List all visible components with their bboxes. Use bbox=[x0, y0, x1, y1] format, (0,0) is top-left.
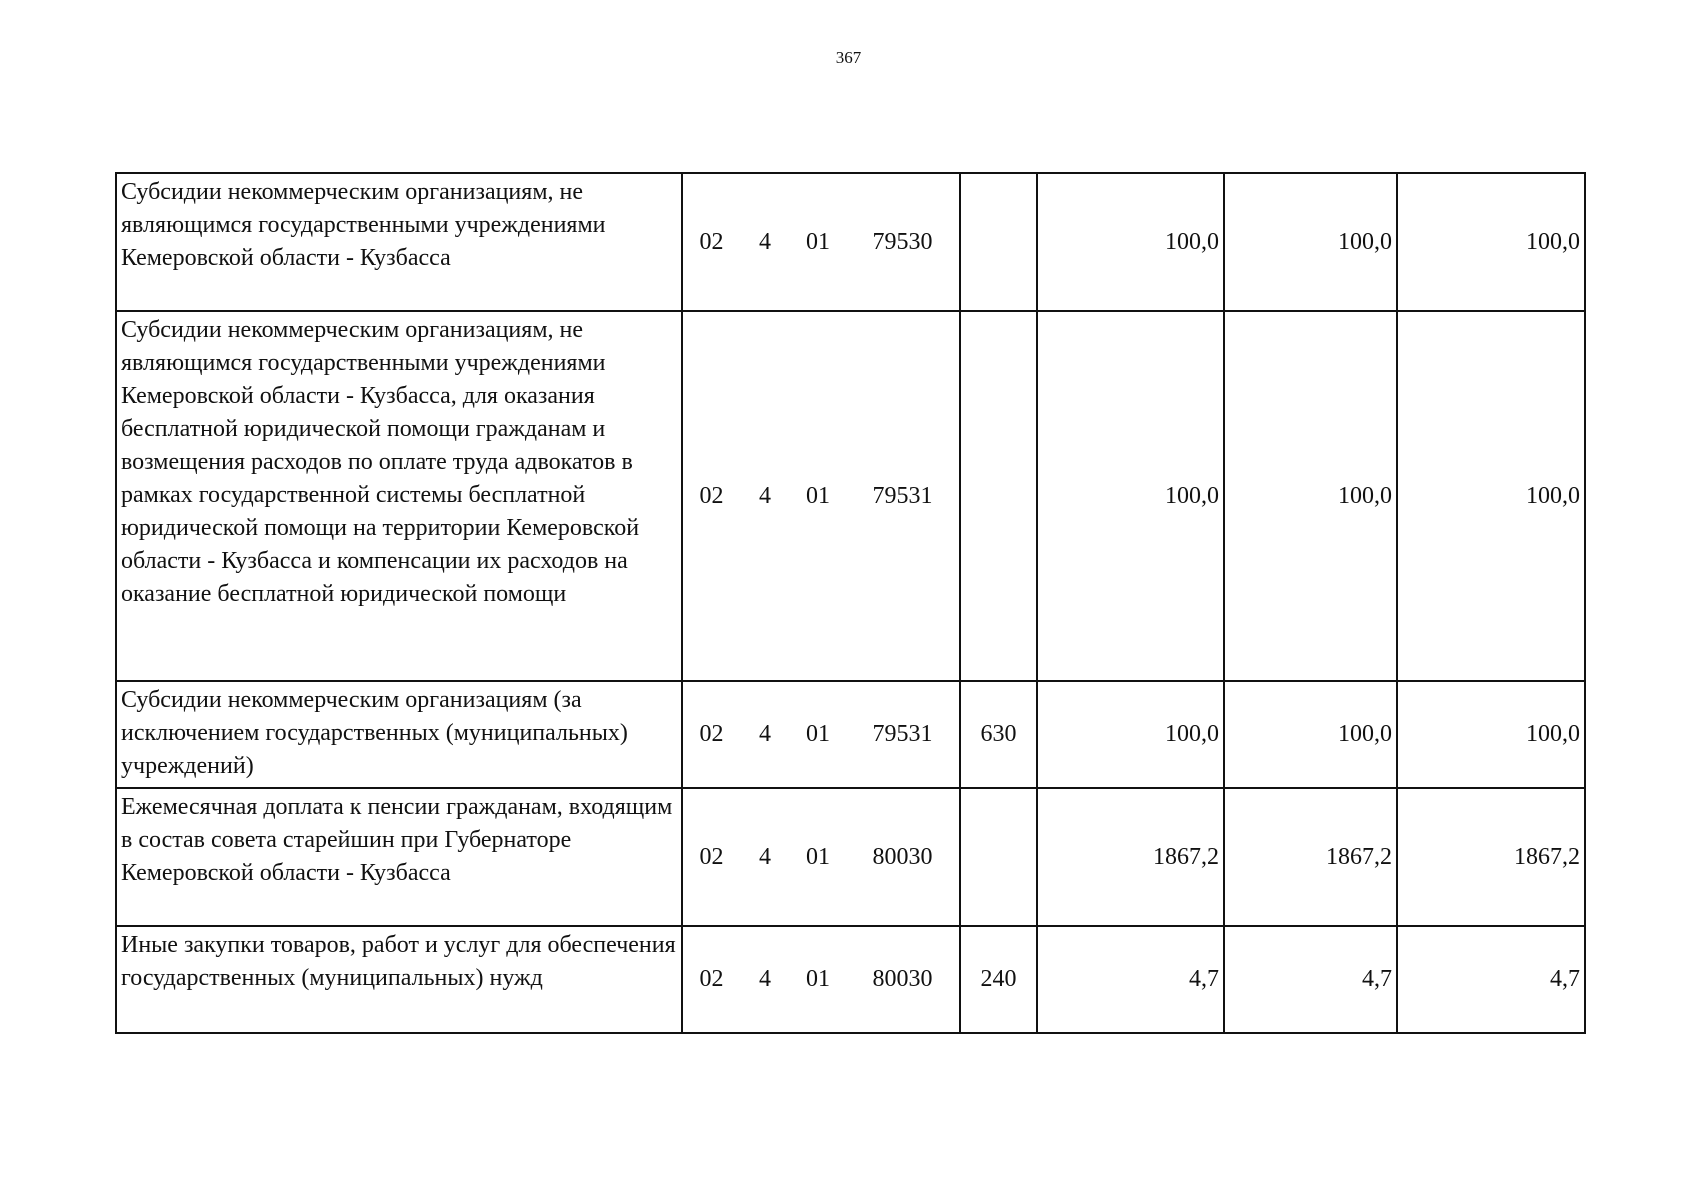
value-year-1: 100,0 bbox=[1037, 311, 1224, 681]
code-part-3: 01 bbox=[790, 926, 846, 1033]
value-year-3: 4,7 bbox=[1397, 926, 1585, 1033]
value-year-1: 100,0 bbox=[1037, 173, 1224, 311]
expense-type-cell: 630 bbox=[960, 681, 1037, 788]
table-row bbox=[116, 926, 1585, 1033]
table-row bbox=[116, 311, 1585, 681]
expense-type-cell bbox=[960, 311, 1037, 681]
row-name-cell: Субсидии некоммерческим организациям, не являющимся государственными учреждениями Кемеровской области - Кузбасса, для оказания бесплатной юридической помощи гражданам и возмещения расходов по оплате труда адвокатов в рамках государственной системы бесплатной юридической помощи на территории Кемеровской области - Кузбасса и компенсации их расходов на оказание бесплатной юридической помощи bbox=[116, 311, 682, 681]
value-year-3: 100,0 bbox=[1397, 311, 1585, 681]
code-part-3: 01 bbox=[790, 173, 846, 311]
value-year-2: 100,0 bbox=[1224, 681, 1397, 788]
expense-type-cell: 240 bbox=[960, 926, 1037, 1033]
code-part-4: 79531 bbox=[846, 311, 960, 681]
code-part-1: 02 bbox=[682, 311, 740, 681]
code-part-1: 02 bbox=[682, 173, 740, 311]
page-number: 367 bbox=[835, 48, 862, 67]
budget-table bbox=[115, 172, 1586, 1034]
code-part-4: 79531 bbox=[846, 681, 960, 788]
value-year-2: 100,0 bbox=[1224, 173, 1397, 311]
code-part-1: 02 bbox=[682, 681, 740, 788]
value-year-1: 100,0 bbox=[1037, 681, 1224, 788]
code-part-4: 79530 bbox=[846, 173, 960, 311]
row-name-cell: Субсидии некоммерческим организациям (за исключением государственных (муниципальных) учреждений) bbox=[116, 681, 682, 788]
value-year-2: 1867,2 bbox=[1224, 788, 1397, 926]
code-part-3: 01 bbox=[790, 788, 846, 926]
table-row bbox=[116, 788, 1585, 926]
row-name-cell: Иные закупки товаров, работ и услуг для обеспечения государственных (муниципальных) нужд bbox=[116, 926, 682, 1033]
row-name-cell: Субсидии некоммерческим организациям, не являющимся государственными учреждениями Кемеровской области - Кузбасса bbox=[116, 173, 682, 311]
table-row bbox=[116, 173, 1585, 311]
value-year-3: 100,0 bbox=[1397, 173, 1585, 311]
code-part-1: 02 bbox=[682, 788, 740, 926]
code-part-2: 4 bbox=[740, 311, 790, 681]
code-part-3: 01 bbox=[790, 681, 846, 788]
table-row bbox=[116, 681, 1585, 788]
code-part-4: 80030 bbox=[846, 788, 960, 926]
value-year-2: 4,7 bbox=[1224, 926, 1397, 1033]
code-part-2: 4 bbox=[740, 788, 790, 926]
code-part-1: 02 bbox=[682, 926, 740, 1033]
row-name-cell: Ежемесячная доплата к пенсии гражданам, входящим в состав совета старейшин при Губернаторе Кемеровской области - Кузбасса bbox=[116, 788, 682, 926]
code-part-2: 4 bbox=[740, 926, 790, 1033]
value-year-3: 1867,2 bbox=[1397, 788, 1585, 926]
value-year-2: 100,0 bbox=[1224, 311, 1397, 681]
code-part-2: 4 bbox=[740, 681, 790, 788]
code-part-4: 80030 bbox=[846, 926, 960, 1033]
value-year-1: 1867,2 bbox=[1037, 788, 1224, 926]
value-year-1: 4,7 bbox=[1037, 926, 1224, 1033]
code-part-3: 01 bbox=[790, 311, 846, 681]
expense-type-cell bbox=[960, 173, 1037, 311]
value-year-3: 100,0 bbox=[1397, 681, 1585, 788]
code-part-2: 4 bbox=[740, 173, 790, 311]
expense-type-cell bbox=[960, 788, 1037, 926]
